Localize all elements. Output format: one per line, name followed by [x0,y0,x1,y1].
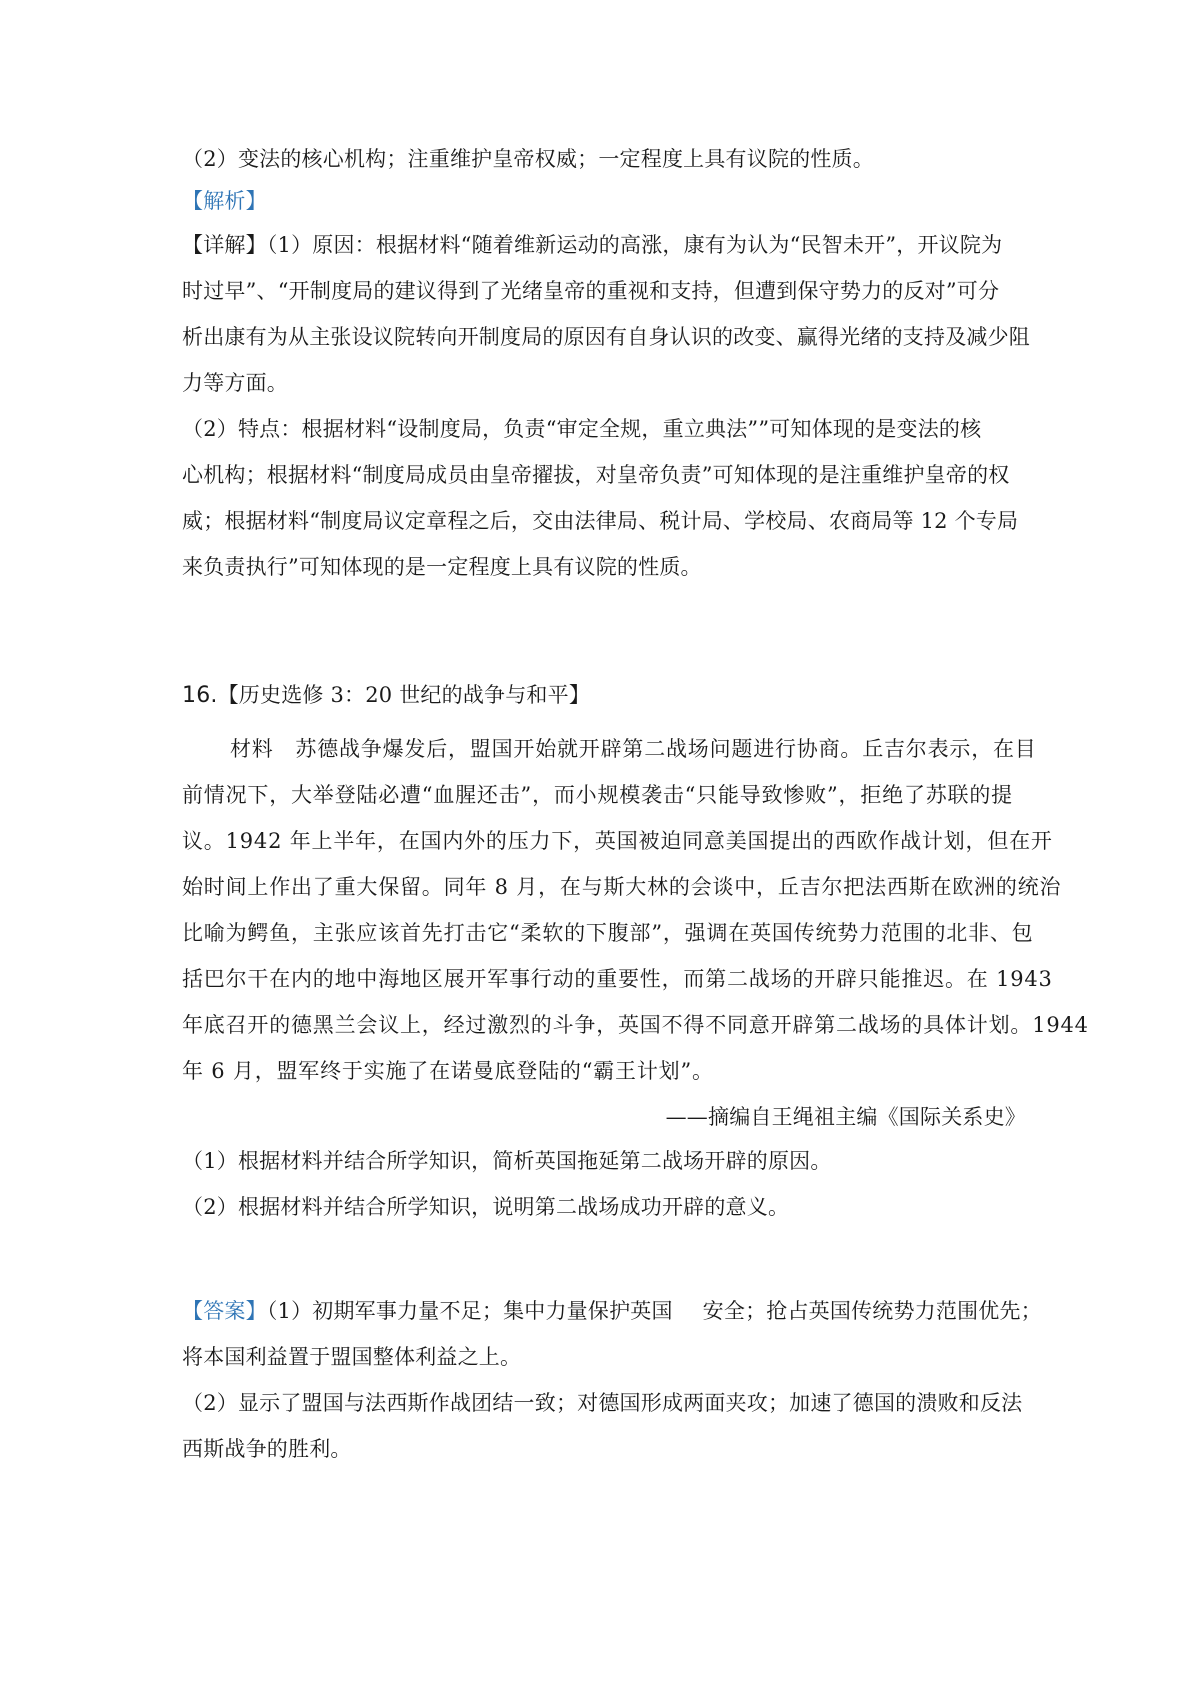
detail-line-2: 时过早”、“开制度局的建议得到了光绪皇帝的重视和支持，但遭到保守势力的反对”可分 [182,279,1000,303]
analysis-label: 【解析】 [182,189,267,213]
material-line-6: 括巴尔干在内的地中海地区展开军事行动的重要性，而第二战场的开辟只能推迟。在 1943 [182,967,1053,991]
question-title: 【历史选修 3：20 世纪的战争与和平】 [217,683,591,707]
material-line-1: 材料 苏德战争爆发后，盟国开始就开辟第二战场问题进行协商。丘吉尔表示，在目 [230,737,1037,761]
material-source: ——摘编自王绳祖主编《国际关系史》 [665,1105,1026,1129]
detail-line-7: 威；根据材料“制度局议定章程之后，交由法律局、税计局、学校局、农商局等 12 个专局 [182,509,1019,533]
answer-label: 【答案】 [182,1299,267,1323]
material-line-2: 前情况下，大举登陆必遭“血腥还击”，而小规模袭击“只能导致惨败”，拒绝了苏联的提 [182,783,1013,807]
answer-16-line-1: 【答案】（1）初期军事力量不足；集中力量保护英国 安全；抢占英国传统势力范围优先； [182,1299,1042,1323]
material-line-5: 比喻为鳄鱼，主张应该首先打击它“柔软的下腹部”，强调在英国传统势力范围的北非、包 [182,921,1034,945]
detail-line-8: 来负责执行”可知体现的是一定程度上具有议院的性质。 [182,555,702,579]
material-line-7: 年底召开的德黑兰会议上，经过激烈的斗争，英国不得不同意开辟第二战场的具体计划。1944 [182,1013,1089,1037]
material-line-3: 议。1942 年上半年，在国内外的压力下，英国被迫同意美国提出的西欧作战计划，但在开 [182,829,1053,853]
question-number: 16. [182,683,218,708]
question-16-heading [182,680,590,711]
answer-part2-text: （2）变法的核心机构；注重维护皇帝权威；一定程度上具有议院的性质。 [182,147,874,171]
detail-label: 【详解】 [182,233,267,257]
answer-16-line-4: 西斯战争的胜利。 [182,1437,352,1461]
detail-line-1: 【详解】（1）原因：根据材料“随着维新运动的高涨，康有为认为“民智未开”，开议院为 [182,233,1003,257]
material-line-8: 年 6 月，盟军终于实施了在诺曼底登陆的“霸王计划”。 [182,1059,714,1083]
detail-line-6: 心机构；根据材料“制度局成员由皇帝擢拔，对皇帝负责”可知体现的是注重维护皇帝的权 [182,463,1010,487]
question-16-part1: （1）根据材料并结合所学知识，简析英国拖延第二战场开辟的原因。 [182,1149,832,1173]
question-16-part2: （2）根据材料并结合所学知识，说明第二战场成功开辟的意义。 [182,1195,790,1219]
material-line-4: 始时间上作出了重大保留。同年 8 月，在与斯大林的会谈中，丘吉尔把法西斯在欧洲的统治 [182,875,1062,899]
detail-line-5: （2）特点：根据材料“设制度局，负责“审定全规，重立典法””可知体现的是变法的核 [182,417,982,441]
detail-line-4: 力等方面。 [182,371,288,395]
answer-16-line-2: 将本国利益置于盟国整体利益之上。 [182,1345,522,1369]
answer-16-line-3: （2）显示了盟国与法西斯作战团结一致；对德国形成两面夹攻；加速了德国的溃败和反法 [182,1391,1023,1415]
detail-line-3: 析出康有为从主张设议院转向开制度局的原因有自身认识的改变、赢得光绪的支持及减少阻 [182,325,1030,349]
